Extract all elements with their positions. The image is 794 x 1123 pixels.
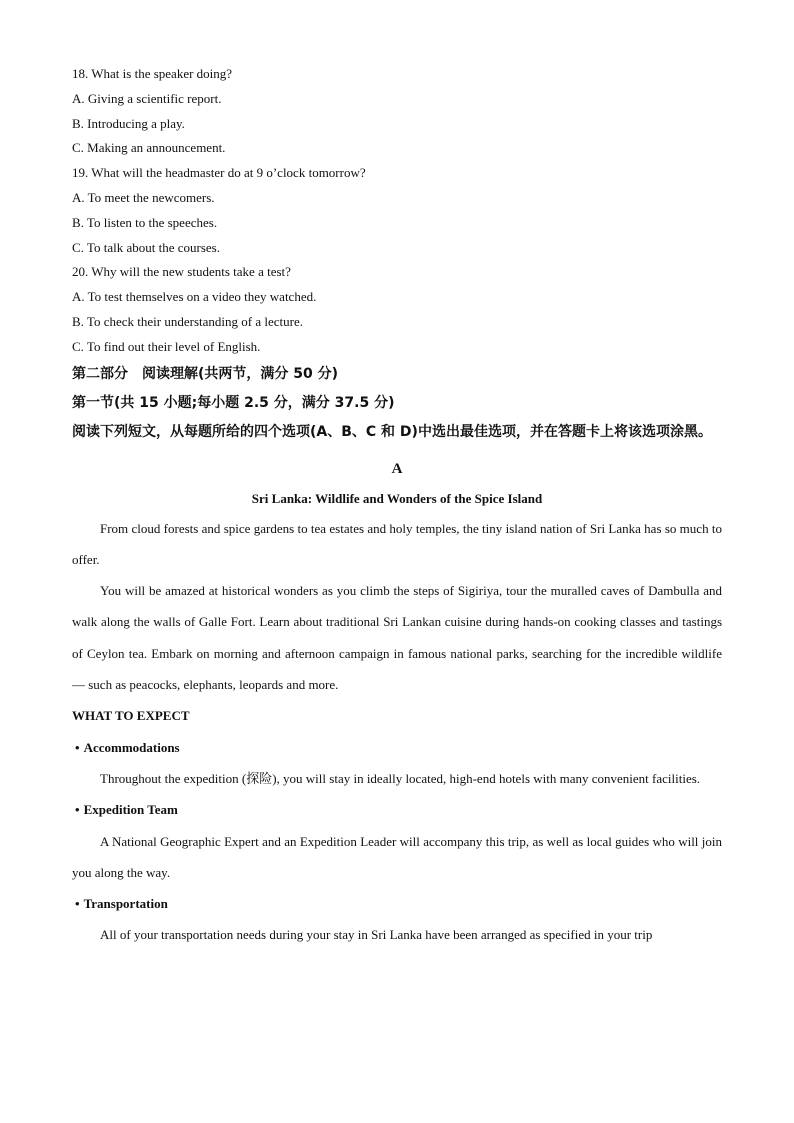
part-two-title: 第二部分 阅读理解(共两节，满分 50 分) (72, 365, 339, 382)
question-18 (72, 62, 722, 161)
option-c: C. To talk about the courses. (72, 239, 220, 255)
passage-letter: A (391, 460, 403, 477)
bullet-icon: • (75, 802, 80, 818)
bullet-icon: • (75, 739, 80, 755)
passage-paragraph: From cloud forests and spice gardens to tea estates and holy temples, the tiny island nation of Sri Lanka has so much to offer. (72, 520, 722, 567)
option-b: B. To listen to the speeches. (72, 214, 218, 230)
question-stem: 19. What will the headmaster do at 9 o’clock tomorrow? (72, 165, 366, 181)
section-text-transportation: All of your transportation needs during your stay in Sri Lanka have been arranged as specified in your trip (100, 927, 653, 943)
section-text-expedition-team: A National Geographic Expert and an Expedition Leader will accompany this trip, as well as local guides who will join you along the way. (72, 833, 722, 880)
section-heading-label: Transportation (83, 896, 168, 912)
question-19 (72, 161, 722, 260)
section-heading-transportation (72, 888, 722, 919)
bullet-icon: • (75, 896, 80, 912)
question-stem: 18. What is the speaker doing? (72, 66, 233, 81)
option-c: C. To find out their level of English. (72, 338, 261, 354)
section-heading-expedition-team (72, 794, 722, 825)
section-heading-accommodations (72, 732, 722, 763)
section-heading-label: Accommodations (83, 739, 180, 755)
option-c: C. Making an announcement. (72, 140, 226, 156)
question-20 (72, 260, 722, 359)
option-a: A. To test themselves on a video they watched. (72, 289, 317, 305)
section-heading-label: Expedition Team (83, 802, 178, 818)
passage-paragraph: You will be amazed at historical wonders as you climb the steps of Sigiriya, tour the muralled caves of Dambulla and walk along the walls of Galle Fort. Learn about traditional Sri Lankan cuisine during hands-on cooking classes and tastings of Ceylon tea. Embark on morning and afternoon campaign in famous national parks, searching for the incredible wildlife — such as peacocks, elephants, leopards and more. (72, 583, 722, 693)
document-page (72, 62, 722, 951)
section-one-title: 第一节(共 15 小题;每小题 2.5 分，满分 37.5 分) (72, 394, 395, 411)
option-a: A. To meet the newcomers. (72, 189, 215, 205)
option-b: B. To check their understanding of a lecture. (72, 313, 303, 329)
what-to-expect-heading: WHAT TO EXPECT (72, 708, 190, 724)
question-stem: 20. Why will the new students take a test? (72, 264, 291, 280)
passage-title: Sri Lanka: Wildlife and Wonders of the Spice Island (251, 490, 543, 506)
option-a: A. Giving a scientific report. (72, 90, 222, 106)
section-text-accommodations: Throughout the expedition (探险), you will stay in ideally located, high-end hotels with many convenient facilities. (100, 770, 701, 786)
reading-instruction: 阅读下列短文，从每题所给的四个选项(A、B、C 和 D)中选出最佳选项，并在答题卡上将该选项涂黑。 (72, 423, 712, 440)
option-b: B. Introducing a play. (72, 115, 185, 131)
